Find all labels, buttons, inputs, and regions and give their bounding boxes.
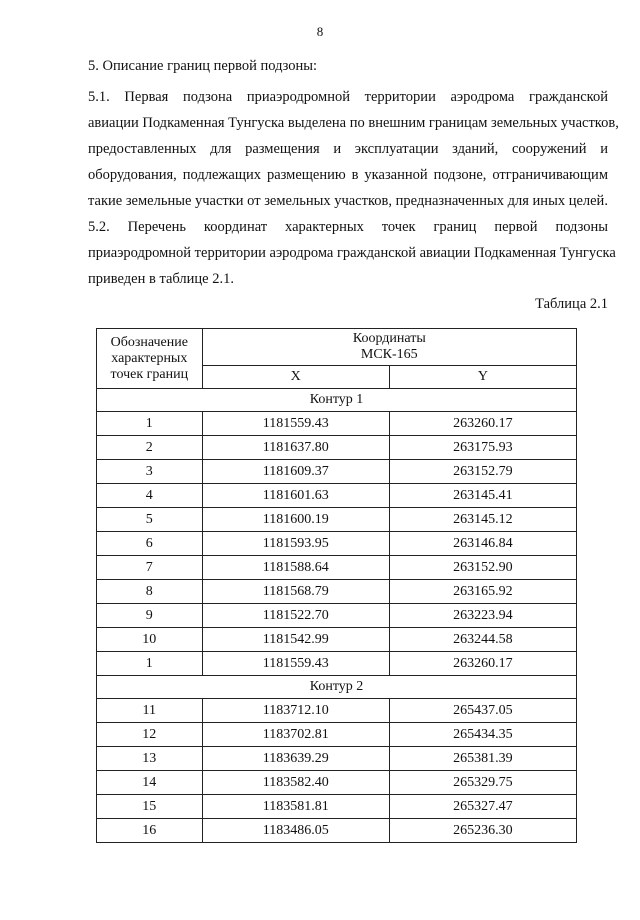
coord-y-cell: 263260.17 (389, 412, 576, 436)
coord-x-cell: 1183581.81 (202, 795, 389, 819)
point-number-cell: 8 (97, 580, 203, 604)
coord-x-cell: 1181559.43 (202, 652, 389, 676)
paragraph-line: 5.2. Перечень координат характерных точек границ первой подзоны (88, 219, 608, 235)
header-coordinates-line: Координаты (352, 331, 426, 346)
point-number-cell: 12 (97, 723, 203, 747)
coord-y-cell: 263145.41 (389, 484, 576, 508)
page-number: 8 (316, 24, 324, 39)
section-heading: 5. Описание границ первой подзоны: (88, 58, 318, 74)
point-number-cell: 4 (97, 484, 203, 508)
header-coordinates (202, 329, 576, 366)
coord-y-cell: 263152.90 (389, 556, 576, 580)
contour-row (97, 389, 577, 412)
coord-y-cell: 263146.84 (389, 532, 576, 556)
coord-x-cell: 1181588.64 (202, 556, 389, 580)
table-row (97, 484, 577, 508)
header-designation (97, 329, 203, 389)
point-number-cell: 6 (97, 532, 203, 556)
coord-y-cell: 263152.79 (389, 460, 576, 484)
header-designation-line: Обозначение (110, 334, 188, 350)
paragraph-line: такие земельные участки от земельных участков, предназначенных для иных целей. (88, 193, 608, 209)
header-y: Y (389, 366, 576, 389)
coordinates-table (96, 328, 577, 843)
header-designation-line: точек границ (110, 366, 189, 382)
table-row (97, 460, 577, 484)
table-row (97, 699, 577, 723)
header-designation-line: характерных (111, 350, 188, 366)
point-number-cell: 16 (97, 819, 203, 843)
coord-y-cell: 265434.35 (389, 723, 576, 747)
paragraph-line: приаэродромной территории аэродрома гражданской авиации Подкаменная Тунгуска (88, 245, 616, 261)
coord-x-cell: 1181542.99 (202, 628, 389, 652)
coord-y-cell: 263260.17 (389, 652, 576, 676)
paragraph-line: предоставленных для размещения и эксплуатации зданий, сооружений и (88, 141, 608, 157)
point-number-cell: 7 (97, 556, 203, 580)
coord-x-cell: 1181593.95 (202, 532, 389, 556)
contour-title: Контур 1 (97, 389, 577, 412)
table-row (97, 436, 577, 460)
point-number-cell: 3 (97, 460, 203, 484)
paragraph-line: приведен в таблице 2.1. (88, 271, 234, 287)
coord-y-cell: 263223.94 (389, 604, 576, 628)
coord-y-cell: 265236.30 (389, 819, 576, 843)
table-row (97, 795, 577, 819)
point-number-cell: 11 (97, 699, 203, 723)
point-number-cell: 14 (97, 771, 203, 795)
contour-row (97, 676, 577, 699)
coord-y-cell: 265329.75 (389, 771, 576, 795)
point-number-cell: 15 (97, 795, 203, 819)
table-row (97, 508, 577, 532)
coord-x-cell: 1181559.43 (202, 412, 389, 436)
coord-x-cell: 1181609.37 (202, 460, 389, 484)
point-number-cell: 1 (97, 412, 203, 436)
table-row (97, 532, 577, 556)
coord-x-cell: 1183639.29 (202, 747, 389, 771)
coord-y-cell: 263244.58 (389, 628, 576, 652)
coord-x-cell: 1181601.63 (202, 484, 389, 508)
contour-title: Контур 2 (97, 676, 577, 699)
coord-x-cell: 1181600.19 (202, 508, 389, 532)
coord-x-cell: 1183712.10 (202, 699, 389, 723)
coord-x-cell: 1181637.80 (202, 436, 389, 460)
table-caption: Таблица 2.1 (535, 296, 608, 312)
coord-x-cell: 1181522.70 (202, 604, 389, 628)
paragraph-line: оборудования, подлежащих размещению в указанной подзоне, отграничивающим (88, 167, 608, 183)
table-row (97, 819, 577, 843)
table-row (97, 771, 577, 795)
coord-y-cell: 265381.39 (389, 747, 576, 771)
paragraph-5-1 (88, 84, 619, 214)
header-coordinates-line: МСК-165 (360, 347, 418, 362)
point-number-cell: 13 (97, 747, 203, 771)
table-row (97, 556, 577, 580)
table-row (97, 604, 577, 628)
coord-y-cell: 265437.05 (389, 699, 576, 723)
paragraph-line: авиации Подкаменная Тунгуска выделена по внешним границам земельных участков, (88, 115, 619, 131)
paragraph-line: 5.1. Первая подзона приаэродромной территории аэродрома гражданской (88, 89, 608, 105)
table-row (97, 747, 577, 771)
coord-y-cell: 263175.93 (389, 436, 576, 460)
table-row (97, 580, 577, 604)
coord-x-cell: 1183486.05 (202, 819, 389, 843)
table-row (97, 652, 577, 676)
point-number-cell: 9 (97, 604, 203, 628)
coord-y-cell: 265327.47 (389, 795, 576, 819)
point-number-cell: 5 (97, 508, 203, 532)
point-number-cell: 1 (97, 652, 203, 676)
table-row (97, 628, 577, 652)
coord-x-cell: 1183702.81 (202, 723, 389, 747)
point-number-cell: 10 (97, 628, 203, 652)
table-row (97, 723, 577, 747)
header-x: X (202, 366, 389, 389)
paragraph-5-2 (88, 214, 616, 292)
coord-x-cell: 1181568.79 (202, 580, 389, 604)
coord-x-cell: 1183582.40 (202, 771, 389, 795)
coord-y-cell: 263145.12 (389, 508, 576, 532)
point-number-cell: 2 (97, 436, 203, 460)
coord-y-cell: 263165.92 (389, 580, 576, 604)
table-row (97, 412, 577, 436)
